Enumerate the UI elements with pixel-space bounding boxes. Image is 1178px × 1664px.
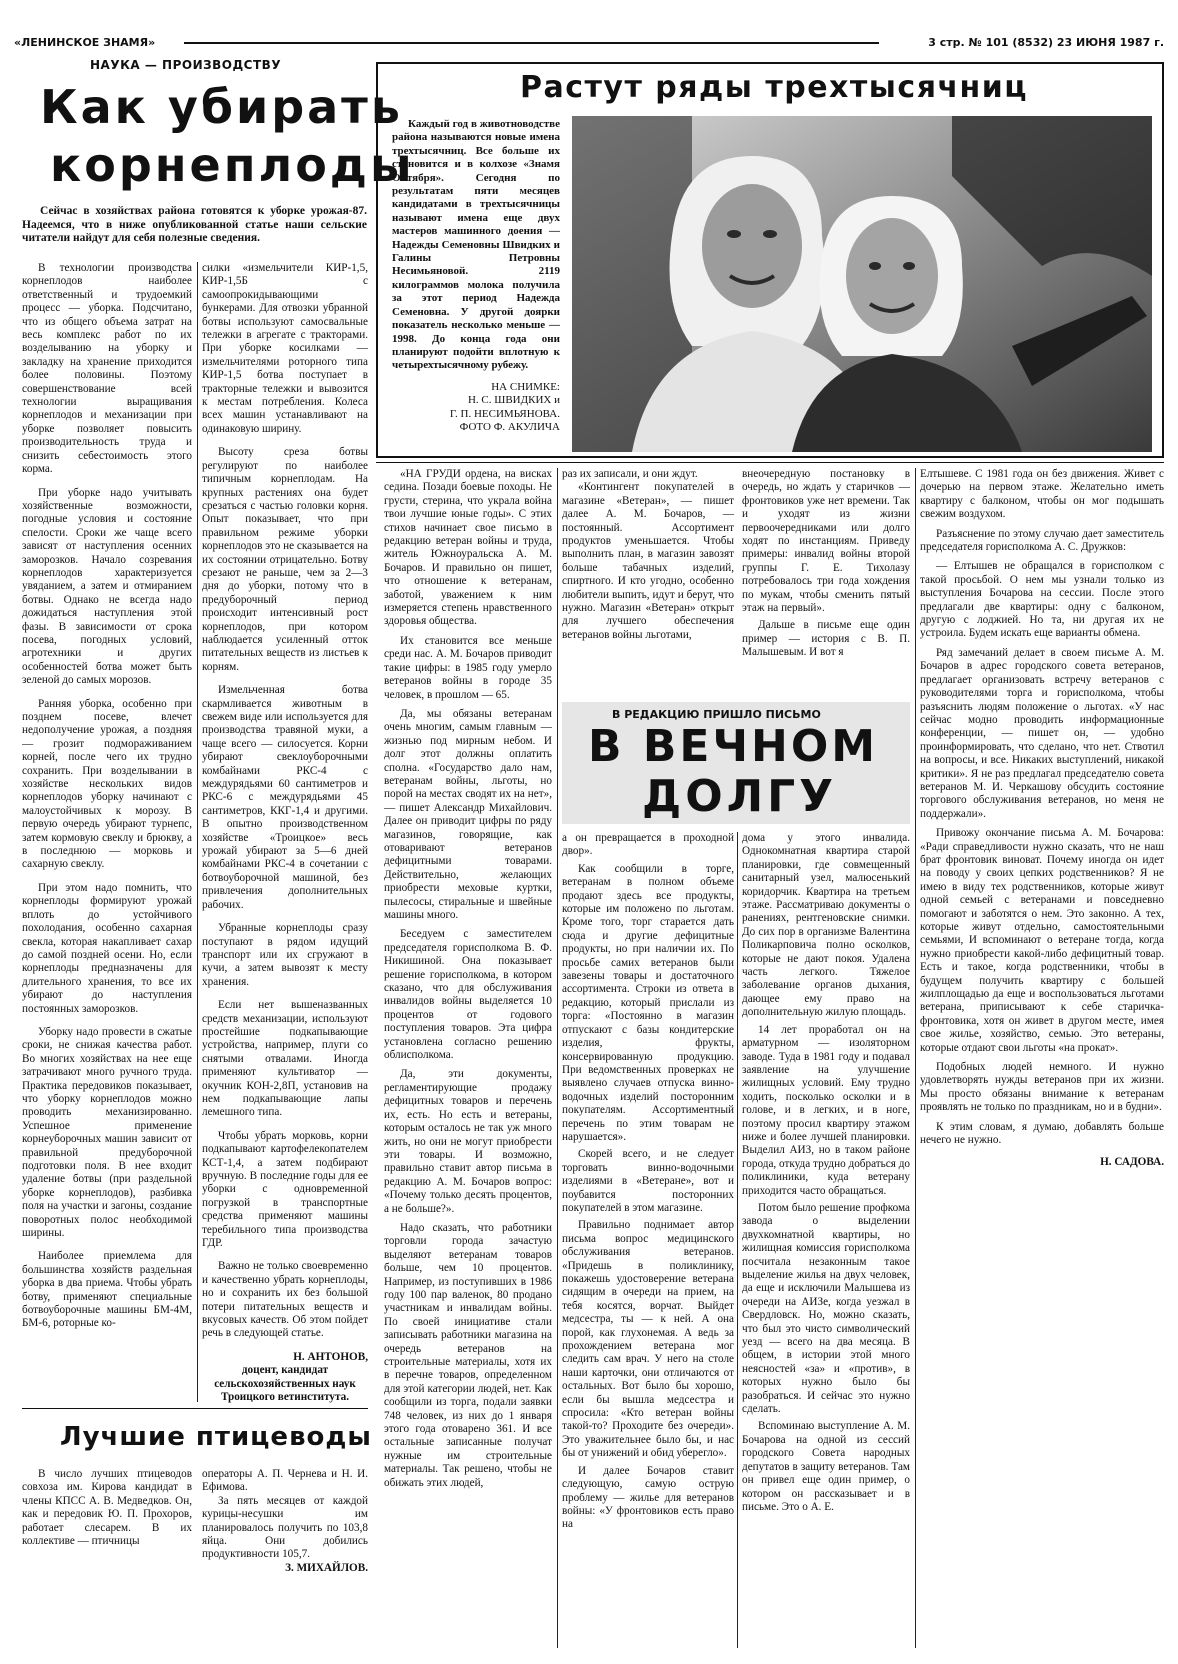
author-name: Н. АНТОНОВ,: [293, 1350, 368, 1363]
paragraph: Чтобы убрать морковь, корни подкапывают картофелекопателем КСТ-1,4, а затем подбирают вручную. В последние годы для ее уборки с одновременной погрузкой в транспортные средства применяют машины теребильного типа производства ГДР.: [202, 1129, 368, 1250]
paragraph: Да, мы обязаны ветеранам очень многим, самым главным — жизнью под мирным небом. И долг этот должны оплатить сполна. «Государство дало нам, ветеранам войны, льготы, но порой на местах сводят их на нет», — пишет Александр Михайлович. Далее он приводит цифры по ряду магазинов, говорящие, как отоваривают ветеранов дефицитными товарами. Действительно, желающих приобрести меховые куртки, пылесосы, стиральные и швейные машины много.: [384, 707, 552, 921]
paragraph: Важно не только своевременно и качественно убрать корнеплоды, но и сохранить их без большой потери питательных веществ и вкусовых качеств. Об этом пойдет речь в следующей статье.: [202, 1260, 368, 1340]
column-divider: [557, 468, 558, 1648]
poultry-column-2: [202, 1468, 368, 1628]
issue-info: 3 стр. № 101 (8532) 23 ИЮНЯ 1987 г.: [928, 36, 1164, 49]
paragraph: При этом надо помнить, что корнеплоды формируют урожай вплоть до устойчивого похолодания, особенно сахарная свекла, которая накапливает сахар до самой поздней осени. Но, если корнеплоды предназначены для длительного хранения, то все их убирают до наступления постоянных заморозков.: [22, 881, 192, 1015]
paragraph: Высоту среза ботвы регулируют по наиболее типичным корнеплодам. На крупных растениях она будет срезаться с частью головки корня. Опыт показывает, что при правильном режиме уборки корнеплодов это не сказывается на их состоянии отрицательно. Ботву срезают не раньше, чем за 2—3 дня до уборки, потому что в предуборочный период происходит интенсивный рост корнеплодов, при котором наблюдается усиленный отток питательных веществ из листьев к корням.: [202, 446, 368, 673]
paragraph: Как сообщили в торге, ветеранам в полном объеме продают здесь все продукты, которые им положено по льготам. Кроме того, торг старается дать сюда и другие дефицитные продукты, но при наличии их. По просьбе самих ветеранов были завезены товары и достаточного ассортимента. Строки из ответа в редакцию, который прислали из торга: «Постоянно в магазин отпускают с базы кондитерские изделия, фрукты, консервированную продукцию. При ведомственных проверках не выявлено случаев отпуска винно-водочных изделий посторонним покупателям. Ассортиментный перечень по этим товарам не нарушается».: [562, 862, 734, 1143]
photo-illustration: [572, 116, 1152, 452]
letter-author: Н. САДОВА.: [1100, 1155, 1164, 1168]
paragraph: В технологии производства корнеплодов наиболее ответственный и трудоемкий процесс — уборка. Подсчитано, что из общего объема затрат на весь комплекс работ по их возделыванию на уборку и закладку на хранение приходится более половины. Поэтому совершенствование всей технологии выращивания корнеплодов и механизации при уборке позволяет повысить производительность труда и снизить себестоимость этого корма.: [22, 262, 192, 476]
science-column-1: [22, 262, 192, 1412]
paper-name: «ЛЕНИНСКОЕ ЗНАМЯ»: [14, 36, 156, 49]
letter-column-a: [384, 468, 552, 1648]
paragraph: Потом было решение профкома завода о выделении двухкомнатной квартиры, но жилищная комиссия горисполкома посчитала незаконным такое выделение жилья на двух человек, да еще и исключили Малышева из очереди на АИЗе, когда уезжал в Свердловск. Но, можно сказать, что был это чисто символический уезд — всего на два месяца. В общем, в истории этой много неясностей «за» и «против», в которых нужно было бы разобраться. И сейчас это нужно сделать.: [742, 1201, 910, 1416]
paragraph: Ранняя уборка, особенно при позднем посеве, влечет недополучение урожая, а поздняя — грозит подмораживанием корней, после чего их трудно сохранить. При возделывании в хозяйстве нескольких видов корнеплодов уборку начинают с малоустойчивых к морозу. В первую очередь убирают турнепс, затем кормовую свеклу и брюкву, а в последнюю — морковь и сахарную свеклу.: [22, 697, 192, 871]
letter-column-c-bottom: [742, 832, 910, 1648]
rubric: НАУКА — ПРОИЗВОДСТВУ: [90, 58, 282, 72]
letter-rubric: В РЕДАКЦИЮ ПРИШЛО ПИСЬМО: [612, 708, 821, 721]
masthead-rule: [184, 42, 879, 44]
poultry-column-1: [22, 1468, 192, 1628]
letter-column-b-top: [562, 468, 734, 692]
paragraph: К этим словам, я думаю, добавлять больше нечего не нужно.: [920, 1120, 1164, 1147]
milkmaids-photo: [572, 116, 1152, 452]
paragraph: Дальше в письме еще один пример — история с В. П. Малышевым. И вот я: [742, 619, 910, 659]
milkmaids-title: Растут ряды трехтысячниц: [520, 70, 1029, 105]
paragraph: Каждый год в животноводстве района называются новые имена трехтысячниц. Все больше их становится и в колхозе «Знамя Октября». Сегодня по результатам пяти месяцев кандидатами в трехтысячницы называют имена еще двух мастеров машинного доения — Надежды Семеновны Швидких и Галины Петровны Несимьяновой. 2119 килограммов молока получила за этот период Надежда Семеновна. У другой доярки показатель несколько меньше — 1998. До конца года они планируют подойти вплотную к четырехтысячному рубежу.: [392, 118, 560, 372]
photo-caption: НА СНИМКЕ:: [491, 380, 560, 393]
paragraph: «Контингент покупателей в магазине «Ветеран», — пишет далее А. М. Бочаров, — постоянный. Ассортимент продуктов уменьшается. Чтобы выполнить план, в магазин завозят больше табачных изделий, спиртного. И кто угодно, особенно любители выпить, идут и берут, что нужно. Магазин «Ветеран» открыт для лучшего обеспечения ветеранов войны льготами,: [562, 481, 734, 641]
letter-title-line1: В ВЕЧНОМ: [588, 721, 879, 772]
paragraph: дома у этого инвалида. Однокомнатная квартира старой планировки, где совмещенный санитарный узел, малюсенький коридорчик. Квартира на третьем этаже. Рассматриваю документы о ранениях, рентгеновские снимки. До сих пор в организме Валентина Поликарповича полно осколков, которые не дают покоя. Удалена часть легкого. Тяжелое заболевание органов дыхания, дающее ему право на дополнительную жилую площадь.: [742, 832, 910, 1019]
paragraph: В число лучших птицеводов совхоза им. Кирова кандидат в члены КПСС А. В. Медведков. Он, как и передовик Ю. П. Прохоров, работает слесарем. В их коллективе — птичницы: [22, 1468, 192, 1548]
poultry-author: З. МИХАЙЛОВ.: [285, 1561, 368, 1574]
paragraph: а он превращается в проходной двор».: [562, 832, 734, 858]
section-rule: [376, 462, 1164, 463]
paragraph: Если нет вышеназванных средств механизации, используют простейшие подкапывающие устройства, например, плуги со снятыми отвалами. Иногда применяют культиватор — окучник КОН-2,8П, установив на нем подкапывающие лапы лемешного типа.: [202, 999, 368, 1119]
article-title-line2: корнеплоды: [50, 138, 415, 192]
paragraph: Разъяснение по этому случаю дает заместитель председателя горисполкома А. С. Дружков:: [920, 527, 1164, 554]
photo-caption: Г. П. НЕСИМЬЯНОВА.: [449, 407, 560, 420]
article-title-line1: Как убирать: [40, 80, 403, 134]
paragraph: раз их записали, и они ждут.: [562, 468, 698, 480]
column-divider: [915, 468, 916, 1648]
paragraph: Убранные корнеплоды сразу поступают в рядом идущий транспорт или их сгружают в кучи, а затем вывозят к месту хранения.: [202, 922, 368, 988]
paragraph: Надо сказать, что работники торговли города зачастую выделяют ветеранам товаров больше, чем 10 процентов. Например, из поступивших в 1986 году 100 пар валенок, 80 продано участникам и инвалидам войны. По своей инициативе стали записывать работники магазина на очередь ветеранов на строительные материалы, хотя их в перечне товаров, определенном для этой категории людей, нет. Как сообщили из торга, подали заявки 748 человек, из них до 1 января этого года отоварено 361. И все остальные записанные получат нужные им строительные материалы. Так решено, чтобы не обижать этих людей,: [384, 1221, 552, 1489]
article-lead: Сейчас в хозяйствах района готовятся к уборке урожая-87. Надеемся, что в ниже опубликованной статье наши сельские читатели найдут для себя полезные сведения.: [22, 205, 367, 245]
masthead: [14, 36, 1164, 50]
author-title: доцент, кандидат сельскохозяйственных наук Троицкого ветинститута.: [214, 1364, 356, 1404]
paragraph: Измельченная ботва скармливается животным в свежем виде или используется для производства травяной муки, а чаще всего — силосуется. Корни убирают свеклоуборочными комбайнами РКС-4 с междурядьями 60 сантиметров и РКС-6 с междурядьями 45 сантиметров, ККГ-1,4 и другими. В опытно производственном хозяйстве «Троицкое» весь урожай убирают за 5—6 дней комбайнами РКС-4 в сочетании с ботвоуборочной машиной, без привлечения дополнительных рабочих.: [202, 684, 368, 911]
letter-headline-box: [562, 702, 910, 824]
photo-caption: ФОТО Ф. АКУЛИЧА: [459, 420, 560, 433]
paragraph: Подобных людей немного. И нужно удовлетворять нужды ветеранов при их жизни. Мы просто обязаны внимание к ветеранам проявлять не только по праздникам, но и в будни».: [920, 1061, 1164, 1114]
paragraph: Вспоминаю выступление А. М. Бочарова на одной из сессий городского Совета народных депутатов в защиту ветеранов. Там он привел еще один пример, о котором он рассказывает и в письме. Это о А. Е.: [742, 1420, 910, 1513]
section-rule: [22, 1408, 368, 1409]
paragraph: И далее Бочаров ставит следующую, самую острую проблему — жилье для ветеранов войны: «У фронтовиков есть право на: [562, 1464, 734, 1531]
paragraph: Уборку надо провести в сжатые сроки, не снижая качества работ. Во многих хозяйствах на нее еще затрачивают много ручного труда. Практика передовиков показывает, что уборку корнеплодов можно проводить механизированно. Успешное применение корнеуборочных машин зависит от правильной предуборочной подготовки поля. В нее входит удаление ботвы (при раздельной уборке корнеплодов), разбивка поля на участки и загоны, создание поворотных полос необходимой ширины.: [22, 1025, 192, 1240]
poultry-title: Лучшие птицеводы: [60, 1422, 372, 1452]
paragraph: Да, эти документы, регламентирующие продажу дефицитных товаров и перечень их, есть. Но есть и ветераны, которым осталось не так уж много жить, но они не могут приобрести эти товары. И возможно, правильно ставит автор письма в редакцию А. М. Бочаров вопрос: «Почему только десять процентов, а не больше?».: [384, 1068, 552, 1215]
paragraph: Правильно поднимает автор письма вопрос медицинского обслуживания ветеранов. «Придешь в поликлинику, покажешь удостоверение ветерана сидящим в очереди на прием, на тебя косятся, ворчат. Выйдет медсестра, ты — к ней. А она порой, как глухонемая. А ведь за прохождением ветерана мог следить сам врач. У него на столе наши карточки, они отличаются от остальных. Вот было бы хорошо, если бы вышла медсестра и спросила: «Кто ветеран войны такой-то? Проходите без очереди». Это уважительнее было бы, и нас бы от унижений и обид уберегло».: [562, 1219, 734, 1460]
paragraph: 14 лет проработал он на арматурном — изоляторном заводе. Туда в 1981 году и подавал заявление на улучшение жилищных условий. Ему трудно ходить, посколько осколки и в голове, и в легких, и в ноге, поэтому просил квартиру этажом ниже и более лучшей планировки. Выделил АИЗ, но в таком районе города, откуда трудно добраться до поликлиники, куда ветерану приходится часто обращаться.: [742, 1023, 910, 1197]
paragraph: При уборке надо учитывать хозяйственные возможности, погодные условия и состояние спелости. Сроки же чаще всего зависят от наступления осенних заморозков. Начало созревания корнеплодов характеризуется увяданием, а затем и отмиранием ботвы. Однако не всегда надо дожидаться наступления этой фазы. В зависимости от срока посева, погодных условий, агротехники и других особенностей ботва может быть зеленой до самых морозов.: [22, 486, 192, 687]
paragraph: — Елтышев не обращался в горисполком с такой просьбой. О нем мы узнали только из выступления Бочарова на сессии. После этого предлагали две квартиры: одну с балконом, другую с лоджией. Но та, ни другая их не устроила. Будем искать еще варианты обмена.: [920, 560, 1164, 640]
column-divider: [197, 262, 198, 1402]
paragraph: Их становится все меньше среди нас. А. М. Бочаров приводит такие цифры: в 1985 году умерло ветеранов войны в городе 35 человек, в прошлом — 65.: [384, 634, 552, 701]
letter-column-d: [920, 468, 1164, 1648]
letter-column-b-bottom: [562, 832, 734, 1648]
paragraph: внеочередную постановку в очередь, но ждать у старичков — фронтовиков уже нет времени. Так и уходят из жизни первоочередниками или долго ходят по инстанциям. Приведу примеры: инвалид войны второй группы Г. Е. Тихолазу потребовалось три года хождения по мукам, чтобы сменить пятый этаж на первый».: [742, 468, 910, 615]
photo-caption: Н. С. ШВИДКИХ и: [467, 394, 560, 407]
paragraph: Привожу окончание письма А. М. Бочарова: «Ради справедливости нужно сказать, что не наш брат фронтовик виноват. Почему иногда он идет на поводу у своих цепких родственников? Я не имею в виду тех родственников, которые живут одной семьей с ветеранами и повседневно помогают и заботятся о нем. Это законно. А тех, которые живут отдельно, самостоятельными семьями, И вспоминают о ветеране тогда, когда нужно приобрести какой-либо дефицитный товар. Есть и такое, когда родственники, чтобы в будущем получить квартиру с большей жилплощадью да еще и воспользоваться льготами ветерана, приписывают к себе старичка- фронтовика, хотя он живет в другом месте, имея свое жилье, хозяйство, семью. Это ветераны, которые отдают свои льготы «на прокат».: [920, 827, 1164, 1054]
paragraph: Елтышеве. С 1981 года он без движения. Живет с дочерью на первом этаже. Желательно иметь квартиру с балконом, чтобы он мог подышать свежим воздухом.: [920, 468, 1164, 521]
paragraph: Беседуем с заместителем председателя горисполкома В. Ф. Никишиной. Она показывает решение горисполкома, в котором сказано, что для обслуживания инвалидов войны выделяется 10 процентов от годового поступления товаров. Эта цифра установлена согласно решению облисполкома.: [384, 928, 552, 1062]
paragraph: За пять месяцев от каждой курицы-несушки им планировалось получить по 103,8 яйца. Они добились продуктивности 105,7.: [202, 1494, 368, 1561]
paragraph: Ряд замечаний делает в своем письме А. М. Бочаров в адрес городского совета ветеранов, предлагает организовать встречу ветеранов с руководителями торга и горисполкома, чтобы разъяснить людям положение о льготах. «У нас сейчас модно проводить информационные конференции, — пишет он, — удобно проинформировать, что сделано, что нет. Ствотил на вопросы, и все. Никаких выступлений, никакой критики». Я не раз предлагал председателю совета ветеранов М. И. Черкашову обсудить состояние торгового обслуживания ветеранов, но меня не поддержали».: [920, 646, 1164, 820]
column-divider: [737, 832, 738, 1648]
milkmaids-text: [392, 118, 560, 448]
paragraph: силки «измельчители КИР-1,5, КИР-1,5Б с самоопрокидывающими бункерами. Для отвозки убранной ботвы используют самосвальные тележки в агрегате с тракторами. При уборке косилками — измельчителями роторного типа КИР-1,5 ботва поступает в тракторные тележки и вывозится к местам потребления. Колеса всех машин устанавливают на одинаковую ширину.: [202, 262, 368, 435]
paragraph: Скорей всего, и не следует торговать винно-водочными изделиями в «Ветеране», вот и поубавится посторонних покупателей в этом магазине.: [562, 1148, 734, 1214]
letter-title-line2: ДОЛГУ: [642, 771, 838, 822]
science-column-2: [202, 262, 368, 1412]
paragraph: Наиболее приемлема для большинства хозяйств раздельная уборка в два приема. Чтобы убрать ботву, применяют специальные ботвоуборочные машины БМ-4М, БМ-6, роторные ко-: [22, 1250, 192, 1330]
letter-column-c-top: [742, 468, 910, 692]
paragraph: «НА ГРУДИ ордена, на висках седина. Позади боевые походы. Не грусти, стерина, что украла война твои лучшие юные годы». С этих стихов начинает свое письмо в редакцию ветеран войны и труда, житель Южноуральска А. М. Бочаров. И правильно он пишет, что отношение к ветеранам, заботой, уважением к ним измеряется степень нравственного здоровья общества.: [384, 468, 552, 628]
paragraph: операторы А. П. Чернева и Н. И. Ефимова.: [202, 1468, 368, 1494]
